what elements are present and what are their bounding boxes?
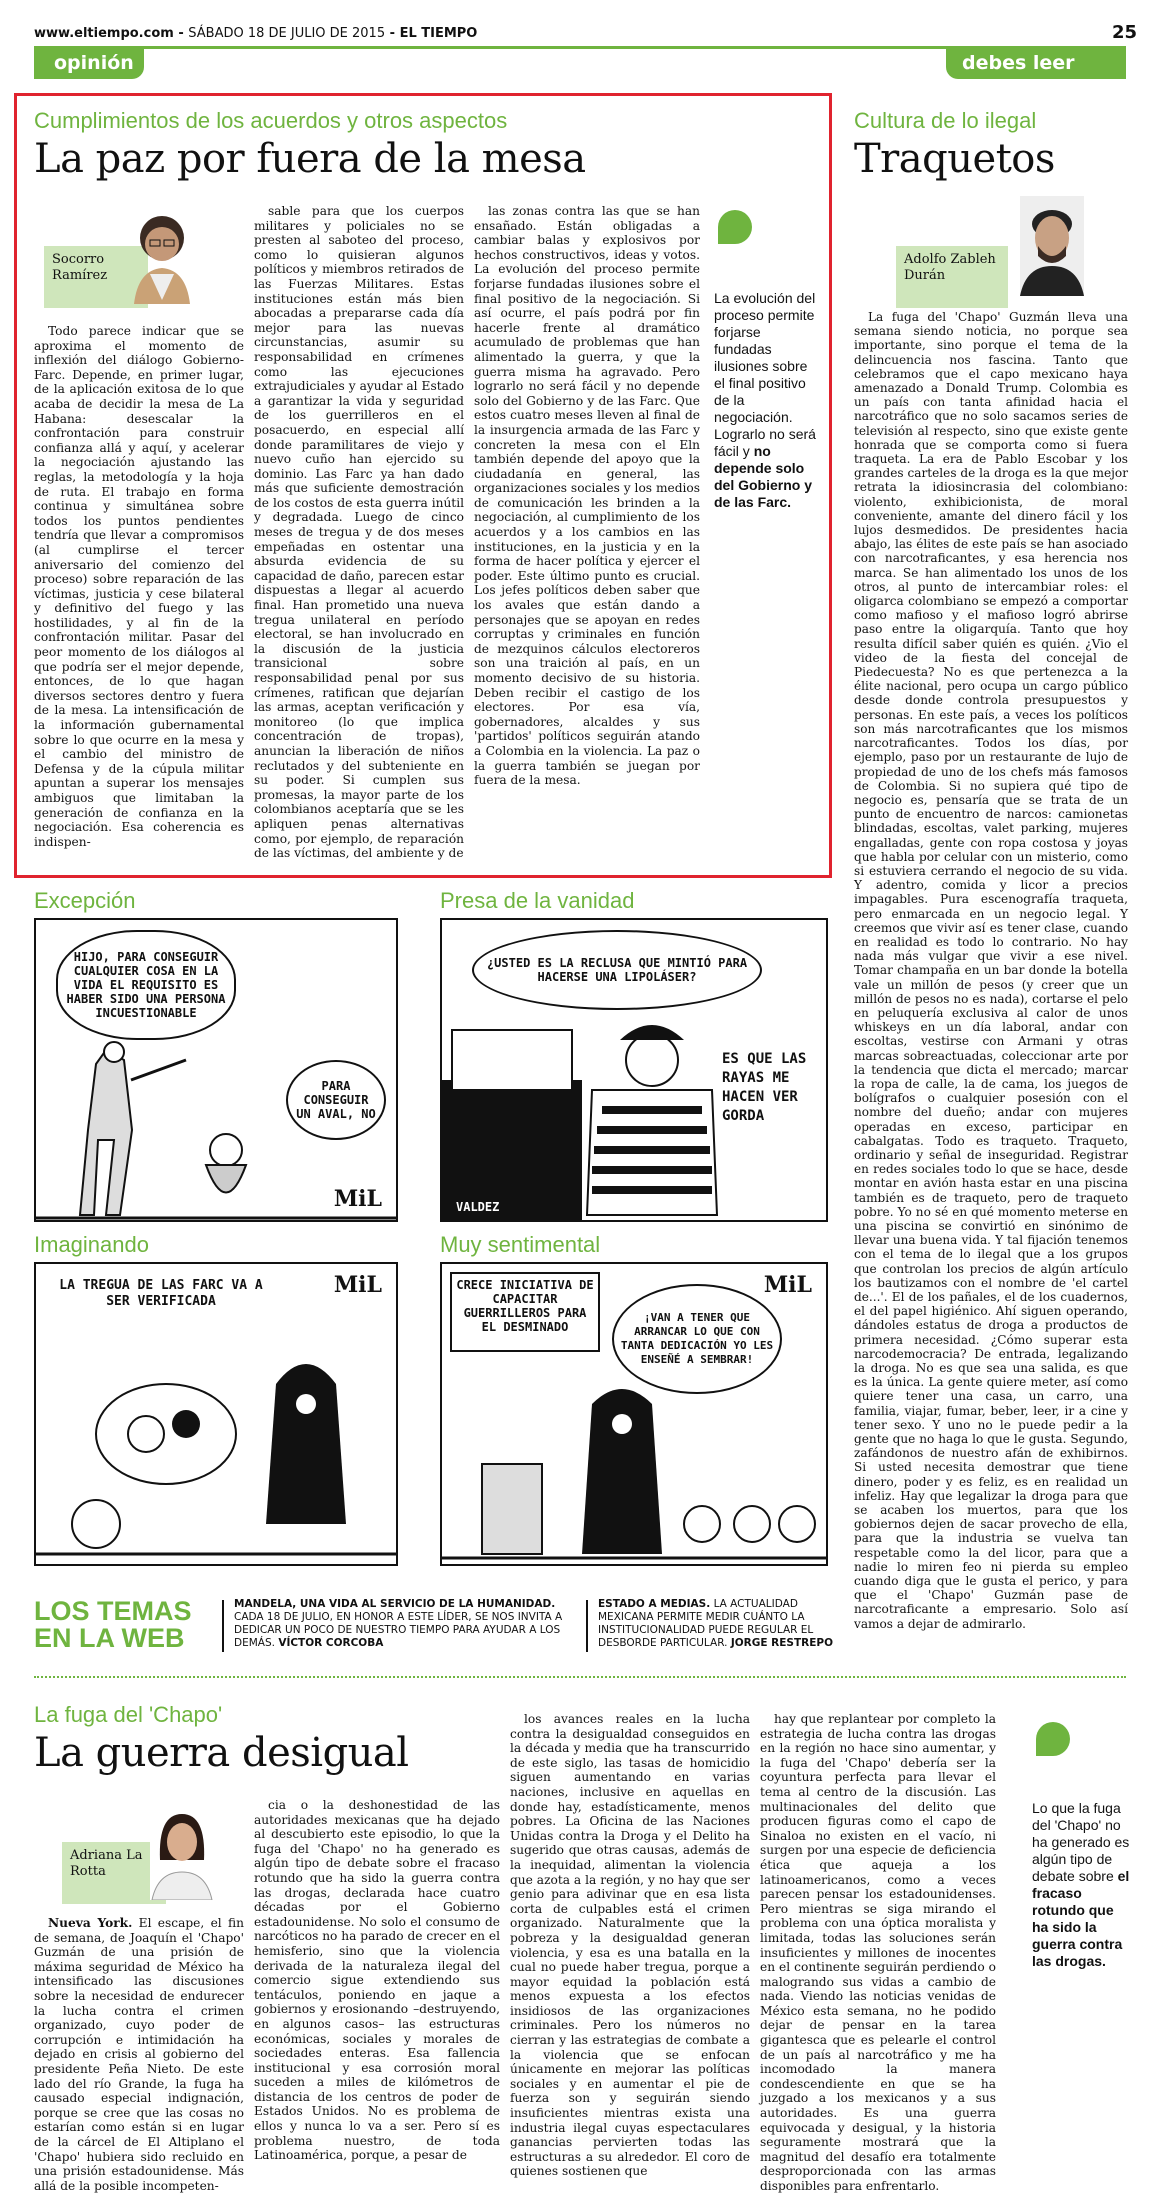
cartoon-excepcion[interactable]: [34, 918, 398, 1222]
article3-pullquote: Lo que la fuga del 'Chapo' no ha generado es algún tipo de debate sobre el fracaso rotundo que ha sido la guerra contra las drogas.: [1032, 1800, 1130, 1969]
web-item-mandela[interactable]: MANDELA, UNA VIDA AL SERVICIO DE LA HUMANIDAD. CADA 18 DE JULIO, EN HONOR A ESTE LÍDER, SE NOS INVITA A DEDICAR UN POCO DE NUESTRO TIEMPO PARA AYUDAR A LOS DEMÁS. VÍCTOR CORCOBA: [234, 1598, 563, 1649]
author-photo-adolfo: [1020, 196, 1084, 296]
cartoon1-signature: MiL: [333, 1186, 382, 1212]
article2-body: La fuga del 'Chapo' Guzmán lleva una semana siendo noticia, no porque sea importante, sino porque el tema de la delincuencia nos fascina. Tanto que celebramos que el capo mexicano haya amenazado a Donald Trump. Colombia es un país con tanta afinidad hacia el narcotráfico que no solo sacamos series de televisión al respecto, sino que existe gente honrada que se comporta como si fuera traqueta. La era de Pablo Escobar y los grandes carteles de la droga es la que mejor retrata la idiosincrasia del colombiano: violento, exhibicionista, de moral conveniente, amante del dinero fácil y los lujos desmedidos. De presidentes hacia abajo, las élites de este país se han asociado con narcotraficantes, y esa herencia nos marca. Se han alimentado los unos de los otros, al punto de intercambiar roles: el oligarca colombiano se empezó a comportar como mafioso y el mafioso logró abrirse paso entre la oligarquía. Tanto que hoy resulta difícil saber quién es quién. ¿Vio el video de la fiesta del concejal de Piedecuesta? No es que pertenezca a la élite nacional, pero ocupa un cargo público desde donde controla presupuestos y personas. En este país, a veces los políticos son más narcotraficantes que los mismos narcotraficantes. Todos los días, por ejemplo, paso por un restaurante de lujo de propiedad de uno de los chefs más famosos de Colombia. Si no supiera qué tipo de negocio es, pensaría que se trata de un punto de encuentro de narcos: camionetas blindadas, escoltas, valet parking, mujeres engalladas, gente con ropa costosa y joyas que habla por celular con un misterio, como si estuviera cerrando el negocio de su vida. Y adentro, comida y licor a precios impagables. Pura escenografía traqueta, pero enmarcada en un negocio legal. Y creemos que vivir así es tener clase, cuando en realidad es todo lo contrario. No hay nada más vulgar que vivir a ese nivel. Tomar champaña en un bar donde la botella vale un millón de pesos (y creer que un millón de pesos no es nada), cortarse el pelo en peluquería exclusiva al calor de unos whiskeys en un día laboral, andar con escoltas, vestirse con Armani y otras marcas sobreactuadas, coleccionar arte por la tendencia que dicta el mercado; marcar la ropa de calle, la de cama, los juegos de bolígrafos o cualquier posesión con el nombre del dueño; andar con mujeres operadas en exceso, participar en cabalgatas. Todo es traqueto. Traqueto, ordinario y señal de inseguridad. Registrar en redes sociales todo lo que se hace, desde montar en avión hasta estar en una piscina también es de traqueto, pero de traqueto pobre. Yo no sé en qué momento meterse en una piscina se convirtió en sinónimo de llevar una buena vida. Y tal fijación tenemos con el tema de lo ilegal que a los grupos que controlan los precios de algún artículo los bautizamos con el nombre de 'el cartel de...'. El de los pañales, el de los cuadernos, el del papel higiénico. Ahí siguen operando, dándoles estatus de droga a productos de primera necesidad. ¿Cómo superar esta narcodemocracia? De entrada, legalizando la droga. No es que sea una salida, es que es la única. La gente quiere meter, así como quiere tener una casa, un carro, una familia, viajar, fumar, beber, leer, ir a cine y tener sexo. Y uno no le puede pedir a la gente que no haga lo que le gusta. Segundo, zafándonos de nuestro afán de exhibirnos. Si usted necesita demostrar que tiene dinero, poder y es feliz, es en realidad un infeliz. Hay que legalizar la droga para que se acaben los muertos, para que los gobiernos dejen de sacar provecho de ella, para que la industria se vuelva tan respetable como la del licor, para que a nadie lo miren feo ni pierda su empleo cuando diga que le gusta el perico, y para que el 'Chapo' Guzmán pase de narcotraficante a empresario. Solo así vamos a dejar de admirarlo.: [854, 310, 1128, 1631]
author-photo-adriana: [150, 1800, 214, 1900]
article3-col4: hay que replantear por completo la estrategia de lucha contra las drogas en la región no hace sino aumentar, y la fuga del 'Chapo' debería ser la coyuntura perfecta para llevar el tema al centro de la discusión. Las multinacionales del delito que producen figuras como el capo de Sinaloa no existen en el vacío, ni surgen por una especie de deficiencia ética que aqueja a los latinoamericanos, como a veces parecen pensar los estadounidenses. Pero mientras se siga mirando el problema con una óptica moralista y limitada, todas las soluciones serán insuficientes y millones de inocentes en el continente seguirán perdiendo o malogrando sus vidas a cambio de nada. Viendo las noticias venidas de México esta semana, no he podido dejar de pensar en la tarea gigantesca que es pelearle el control de un país al narcotráfico y me ha incomodado la manera condescendiente en que se ha juzgado a los mexicanos y a sus autoridades. Es una guerra equivocada y desigual, y la historia seguramente mostrará que la magnitud del desafío era totalmente desproporcionada con las armas disponibles para enfrentarlo.: [760, 1712, 996, 2193]
author-photo-socorro: [130, 204, 194, 304]
web-topics: [34, 1598, 834, 1658]
site-url[interactable]: www.eltiempo.com: [34, 26, 174, 41]
quote-icon-2: [1036, 1722, 1070, 1756]
article2-title[interactable]: Traquetos: [854, 136, 1055, 182]
cartoon4-title: Muy sentimental: [440, 1232, 601, 1257]
article1-kicker: Cumplimientos de los acuerdos y otros aspectos: [34, 108, 508, 133]
cartoon2-bubble: ¿USTED ES LA RECLUSA QUE MINTIÓ PARA HACERSE UNA LIPOLÁSER?: [472, 930, 762, 1010]
page-number: 25: [1112, 22, 1138, 43]
web-divider2: [586, 1600, 588, 1652]
cartoon3-title: Imaginando: [34, 1232, 149, 1257]
cartoon1-bubble: HIJO, PARA CONSEGUIR CUALQUIER COSA EN LA VIDA EL REQUISITO ES HABER SIDO UNA PERSONA INCUESTIONABLE: [56, 930, 236, 1040]
cartoon4-signature: MiL: [763, 1272, 812, 1298]
cartoon2-caption: ES QUE LAS RAYAS ME HACEN VER GORDA: [722, 1051, 807, 1124]
quote-icon: [718, 210, 752, 244]
article3-col1: Nueva York. El escape, el fin de semana, de Joaquín el 'Chapo' Guzmán de una prisión de máxima seguridad de México ha intensificado las discusiones sobre la necesidad de endurecer la lucha contra el crimen organizado, cuyo poder de corrupción e intimidación ha dejado en crisis al gobierno del presidente Peña Nieto. De este lado del río Grande, la fuga ha causado especial indignación, porque se cree que las cosas no estarían como están si en lugar de la cárcel de El Altiplano el 'Chapo' hubiera sido recluido en una prisión estadounidense. Más allá de la posible incompeten-: [34, 1916, 245, 2193]
cartoon3-signature: MiL: [333, 1272, 382, 1298]
web-divider1: [222, 1600, 224, 1652]
article2-author: Adolfo Zableh Durán: [896, 246, 1008, 308]
article2-kicker: Cultura de lo ilegal: [854, 108, 1037, 133]
issue-date: SÁBADO 18 DE JULIO DE 2015: [188, 26, 386, 41]
article3-col2: cia o la deshonestidad de las autoridades mexicanas que ha dejado al descubierto este episodio, lo que la fuga del 'Chapo' no ha generado es algún tipo de debate sobre el fracaso rotundo que ha sido la guerra contra las drogas, declarada hace cuatro décadas por el Gobierno estadounidense. No solo el consumo de narcóticos no ha parado de crecer en el hemisferio, sino que la violencia derivada de la naturaleza ilegal del comercio sigue extendiendo sus tentáculos, poniendo en jaque a gobiernos y erosionando –destruyendo, en algunos casos– las estructuras económicas, sociales y morales de sociedades enteras. Esa fallencia institucional y esa corrosión moral suceden a miles de kilómetros de distancia de los centros de poder de Estados Unidos. No es problema de ellos y nunca lo va a ser. Pero sí es problema nuestro, de toda Latinoamérica, porque, a pesar de: [254, 1798, 500, 2163]
cartoon4-caption: CRECE INICIATIVA DE CAPACITAR GUERRILLEROS PARA EL DESMINADO: [450, 1272, 600, 1352]
section-debes-leer[interactable]: debes leer: [946, 49, 1126, 79]
cartoon-presa-vanidad[interactable]: [440, 918, 828, 1222]
article3-title[interactable]: La guerra desigual: [34, 1730, 409, 1776]
article1-pullquote: La evolución del proceso permite forjarse fundadas ilusiones sobre el final positivo de la negociación. Lograrlo no será fácil y no depende solo del Gobierno y de las Farc.: [714, 290, 816, 510]
cartoon4-bubble: ¡VAN A TENER QUE ARRANCAR LO QUE CON TANTA DEDICACIÓN YO LES ENSEÑÉ A SEMBRAR!: [612, 1284, 782, 1394]
article1-col2: sable para que los cuerpos militares y policiales no se presten al saboteo del proceso, como lo quisieran algunos políticos y miembros retirados de las Fuerzas Militares. Estas instituciones están más bien abocadas a prepararse cada día mejor para las nuevas circunstancias, asumir su responsabilidad en crímenes como las ejecuciones extrajudiciales y ayudar al Estado a garantizar la vida y seguridad de los guerrilleros en el posacuerdo, en especial allí donde paramilitares de viejo y nuevo cuño han ejercido su dominio. Las Farc ya han dado más que suficiente demostración de los costos de esta guerra inútil y degradada. Luego de cinco meses de tregua y de dos meses empeñadas en ostentar una absurda evidencia de su capacidad de daño, parecen estar dispuestas a llegar al acuerdo final. Han prometido una nueva tregua unilateral en período electoral, se han involucrado en la discusión de la justicia transicional sobre responsabilidad penal por sus crímenes, ratifican que dejarían las armas, aceptan verificación y monitoreo (lo que implica concentración de tropas), anuncian la liberación de niños reclutados y del subteniente en su poder. Si cumplen sus promesas, la mayor parte de los colombianos aceptaría que se les apliquen penas alternativas como, por ejemplo, de reparación de las víctimas, del ambiente y de: [254, 204, 464, 861]
cartoon1-title: Excepción: [34, 888, 136, 913]
cartoon3-caption: LA TREGUA DE LAS FARC VA A SER VERIFICADA: [59, 1278, 263, 1309]
paper-name: EL TIEMPO: [399, 26, 478, 41]
web-title: LOS TEMAS EN LA WEB: [34, 1596, 192, 1653]
article1-col1: Todo parece indicar que se aproxima el momento de inflexión del diálogo Gobierno-Farc. Depende, en primer lugar, de la aplicación exitosa de lo que acaba de decidir la mesa de La Habana: desescalar la confrontación para construir confianza allá y aquí, y acelerar la negociación ajustando las reglas, la metodología y la hoja de ruta. El trabajo en forma continua y simultánea sobre todos los puntos pendientes tendría que llevar a compromisos (al cumplirse el tercer aniversario del comienzo del proceso) sobre reparación de las víctimas, justicia y cese bilateral y definitivo del fuego y las hostilidades, y al fin de la confrontación militar. Pasar del peor momento de los diálogos al que podría ser el mejor depende, entonces, de lo que hagan diversos sectores dentro y fuera de la mesa. La intensificación de la información gubernamental sobre lo que ocurre en la mesa y el cambio del ministro de Defensa y de la cúpula militar apuntan a superar los mensajes ambiguos que limitaban la generación de confianza en la negociación. Esa coherencia es indispen-: [34, 324, 244, 849]
section-opinion[interactable]: opinión: [34, 49, 144, 79]
cartoon2-title: Presa de la vanidad: [440, 888, 635, 913]
cartoon-imaginando[interactable]: [34, 1262, 398, 1566]
cartoon3-drawing: [36, 1324, 396, 1564]
cartoon2-drawing: [442, 1010, 826, 1220]
cartoon4-drawing: [442, 1384, 826, 1564]
article3-kicker: La fuga del 'Chapo': [34, 1702, 223, 1727]
article1-col3: las zonas contra las que se han ensañado. Están obligadas a cambiar balas y explosivos por hechos constructivos, ideas y votos. La evolución del proceso permite forjarse fundadas ilusiones sobre el final positivo de la negociación. Si así ocurre, el país podrá por fin hacerle frente al dramático acumulado de problemas que han alimentado la guerra, y que la guerra misma ha agravado. Pero lograrlo no será fácil y no depende solo del Gobierno y de las Farc. Que estos cuatro meses lleven al final de la insurgencia armada de las Farc y concreten la mesa con el Eln también depende del apoyo que la ciudadanía en general, las organizaciones sociales y los medios de comunicación les brinden a la negociación, al cumplimiento de los acuerdos y a los cambios en las instituciones, en la justicia y en la forma de hacer política y ejercer el poder. Este último punto es crucial. Los jefes políticos deben saber que los avales que están dando a personajes que se apoyan en redes corruptas y criminales en función de mezquinos cálculos electoreros son una traición al país, en un momento decisivo de su historia. Deben recibir el castigo de los electores. Por esa vía, gobernadores, alcaldes y sus 'partidos' políticos seguirán atando a Colombia en la violencia. La paz o la guerra también se juegan por fuera de la mesa.: [474, 204, 700, 788]
web-item-estado[interactable]: ESTADO A MEDIAS. LA ACTUALIDAD MEXICANA PERMITE MEDIR CUÁNTO LA INSTITUCIONALIDAD PUEDE REGULAR EL DESBORDE PARTICULAR. JORGE RESTREPO: [598, 1598, 834, 1649]
article1-author: Socorro Ramírez: [44, 246, 148, 308]
header-line: www.eltiempo.com - SÁBADO 18 DE JULIO DE 2015 - EL TIEMPO: [34, 26, 478, 41]
article1-title[interactable]: La paz por fuera de la mesa: [34, 136, 586, 182]
cartoon2-signature: VALDEZ: [456, 1200, 500, 1214]
article3-col3: los avances reales en la lucha contra la desigualdad conseguidos en la década y media que ha transcurrido de este siglo, las tasas de homicidio siguen aumentando en varias naciones, inclusive en aquellas en donde hay, estadísticamente, menos pobres. La Oficina de las Naciones Unidas contra la Droga y el Delito ha sugerido que otras causas, además de la inequidad, alimentan la violencia que azota a la región, y no hay que ser genio para adivinar que en esa lista corta de culpables está el crimen organizado. Naturalmente que la pobreza y la desigualdad generan violencia, y esa es una batalla en la cual no puede haber tregua, porque a mayor equidad la población está menos expuesta a los efectos insidiosos de las organizaciones criminales. Pero los números no cierran y las estrategias de combate a la violencia que se enfocan únicamente en mejorar las políticas sociales y en aumentar el pie de fuerza son y seguirán siendo insuficientes mientras exista una industria ilegal cuyas espectaculares ganancias pervierten todas las estructuras a su alrededor. El coro de quienes sostienen que: [510, 1712, 750, 2179]
article3-author: Adriana La Rotta: [62, 1842, 166, 1904]
section-separator: [34, 1676, 1126, 1678]
cartoon-muy-sentimental[interactable]: [440, 1262, 828, 1566]
cartoon1-bubble2: PARA CONSEGUIR UN AVAL, NO: [286, 1060, 386, 1140]
